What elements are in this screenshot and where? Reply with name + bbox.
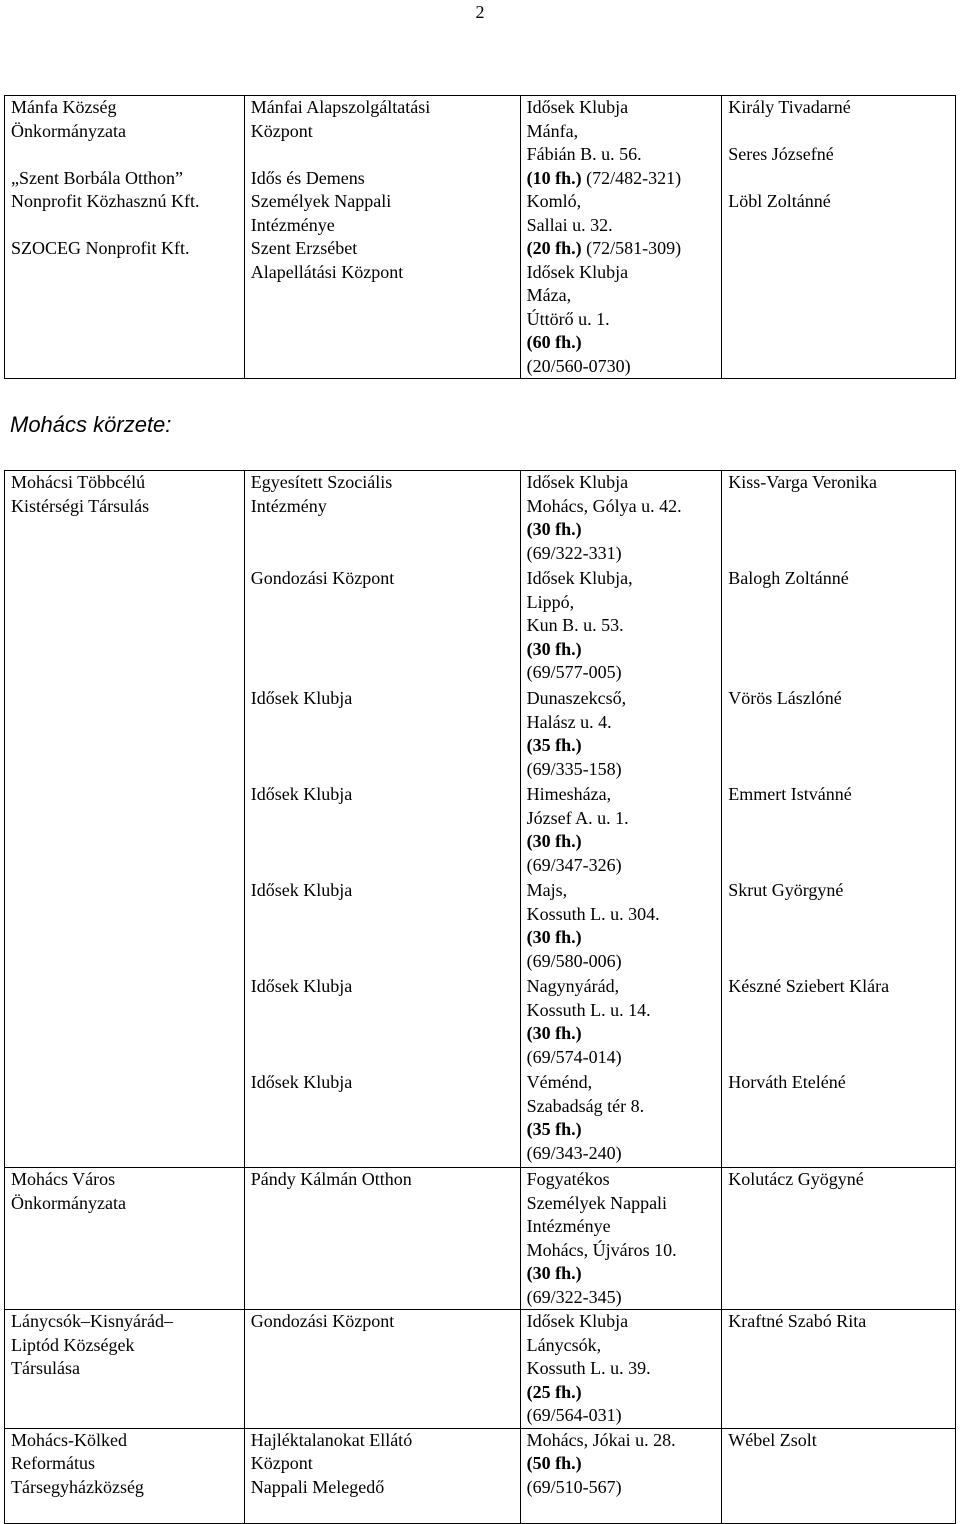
- leader-cell: Kraftné Szabó Rita: [722, 1310, 956, 1429]
- table-row: [5, 96, 956, 379]
- leader-entry: Készné Sziebert Klára: [728, 976, 890, 996]
- leader-cell: Kolutácz Gyögyné: [722, 1168, 956, 1310]
- institution-manfai: Mánfai Alapszolgáltatási Központ: [250, 97, 431, 141]
- site-cell: [520, 471, 722, 1168]
- site-cell: Mohács, Jókai u. 28. (50 fh.) (69/510-567): [520, 1428, 722, 1523]
- institution-ido-demens: Idős és Demens Személyek Nappali Intézménye: [250, 167, 392, 235]
- institution-entry: Gondozási Központ: [250, 568, 395, 588]
- institution-cell: Gondozási Központ: [244, 1310, 520, 1429]
- leader-entry: Emmert Istvánné: [728, 784, 852, 804]
- site-cell: Idősek Klubja Lánycsók, Kossuth L. u. 39. (25 fh.) (69/564-031): [520, 1310, 722, 1429]
- table-row: [5, 1310, 956, 1429]
- institution-entry: Egyesített Szociális Intézmény: [250, 472, 393, 516]
- leader-entry: Kiss-Varga Veronika: [728, 472, 878, 492]
- leader-cell: Wébel Zsolt: [722, 1428, 956, 1523]
- leader-seres: Seres Józsefné: [728, 144, 834, 164]
- site-manfa: Idősek Klubja Mánfa, Fábián B. u. 56. (10 fh.) (72/482-321): [526, 97, 682, 188]
- institution-cell: [244, 96, 520, 379]
- table-manfa-district: [4, 95, 956, 379]
- section-heading-mohacs: Mohács körzete:: [10, 412, 172, 437]
- institution-entry: Idősek Klubja: [250, 688, 353, 708]
- site-entry: Dunaszekcső, Halász u. 4. (35 fh.) (69/335-158): [526, 688, 627, 779]
- maintainer-szoceg: SZOCEG Nonprofit Kft.: [11, 238, 190, 258]
- institution-entry: Idősek Klubja: [250, 1072, 353, 1092]
- site-cell: [520, 96, 722, 379]
- site-entry: Véménd, Szabadság tér 8. (35 fh.) (69/343-240): [526, 1072, 645, 1163]
- institution-entry: Idősek Klubja: [250, 880, 353, 900]
- site-entry: Idősek Klubja, Lippó, Kun B. u. 53. (30 fh.) (69/577-005): [526, 568, 633, 682]
- table-row: [5, 1168, 956, 1310]
- leader-entry: Vörös Lászlóné: [728, 688, 842, 708]
- site-cell: Fogyatékos Személyek Nappali Intézménye Mohács, Újváros 10. (30 fh.) (69/322-345): [520, 1168, 722, 1310]
- table-row: [5, 471, 956, 1168]
- table-row: [5, 1428, 956, 1523]
- leader-cell: [722, 471, 956, 1168]
- leader-kiraly: Király Tivadarné: [728, 97, 851, 117]
- institution-cell: Pándy Kálmán Otthon: [244, 1168, 520, 1310]
- table-mohacs-district: [4, 470, 956, 1524]
- site-entry: Idősek Klubja Mohács, Gólya u. 42. (30 fh.) (69/322-331): [526, 472, 682, 563]
- maintainer-cell: Mohácsi Többcélú Kistérségi Társulás: [5, 471, 245, 1168]
- page-number: 2: [475, 2, 485, 22]
- site-entry: Nagynyárád, Kossuth L. u. 14. (30 fh.) (69/574-014): [526, 976, 651, 1067]
- leader-entry: Balogh Zoltánné: [728, 568, 849, 588]
- site-maza: Idősek Klubja Máza, Úttörő u. 1. (60 fh.) (20/560-0730): [526, 261, 631, 376]
- maintainer-cell: [5, 96, 245, 379]
- site-entry: Majs, Kossuth L. u. 304. (30 fh.) (69/580-006): [526, 880, 660, 971]
- maintainer-cell: Lánycsók–Kisnyárád– Liptód Községek Társulása: [5, 1310, 245, 1429]
- maintainer-cell: Mohács-Kölked Református Társegyházközség: [5, 1428, 245, 1523]
- leader-entry: Skrut Györgyné: [728, 880, 844, 900]
- site-entry: Himesháza, József A. u. 1. (30 fh.) (69/347-326): [526, 784, 629, 875]
- maintainer-manfa: Mánfa Község Önkormányzata: [11, 97, 126, 141]
- leader-entry: Horváth Eteléné: [728, 1072, 846, 1092]
- maintainer-szent-borbala: „Szent Borbála Otthon” Nonprofit Közhasznú Kft.: [11, 167, 200, 211]
- leader-lobl: Löbl Zoltánné: [728, 191, 831, 211]
- leader-cell: [722, 96, 956, 379]
- institution-entry: Idősek Klubja: [250, 784, 353, 804]
- institution-szent-erzsebet: Szent Erzsébet Alapellátási Központ: [250, 238, 404, 282]
- institution-entry: Idősek Klubja: [250, 976, 353, 996]
- institution-cell: [244, 471, 520, 1168]
- maintainer-cell: Mohács Város Önkormányzata: [5, 1168, 245, 1310]
- site-komlo: Komló, Sallai u. 32. (20 fh.) (72/581-309): [526, 191, 682, 258]
- institution-cell: Hajléktalanokat Ellátó Központ Nappali Melegedő: [244, 1428, 520, 1523]
